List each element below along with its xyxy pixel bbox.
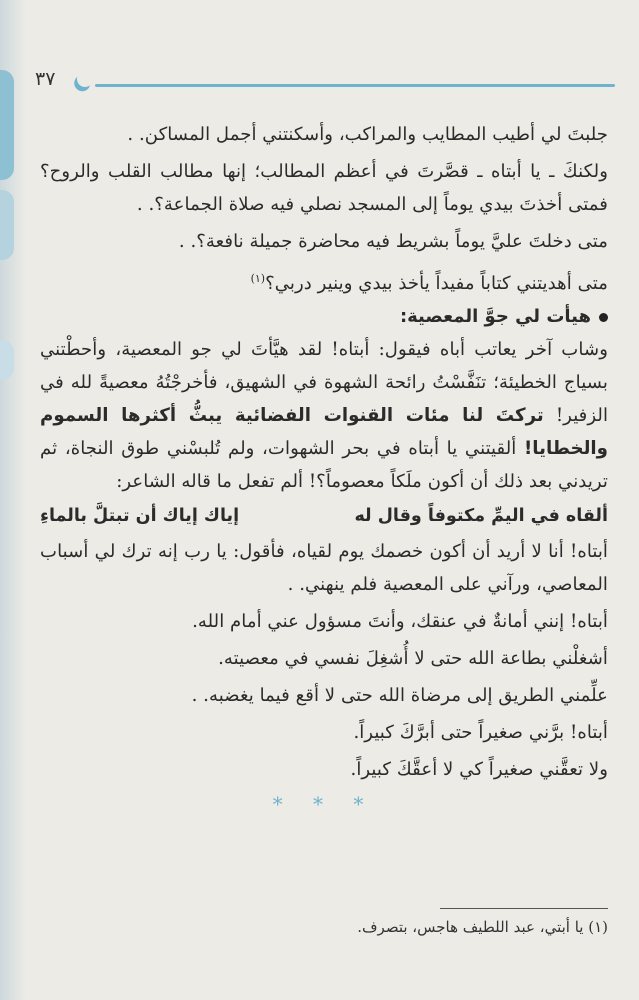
page-tab-marker [0,190,14,260]
paragraph: أبتاه! أنا لا أريد أن أكون خصمك يوم لقياه، فأقول: يا رب إنه ترك لي أسباب المعاصي، ورآني على المعصية فلم ينهني. . [40,541,608,596]
footnote: (١) يا أبتي، عبد اللطيف هاجس، بتصرف. [357,918,608,936]
paragraph: ولا تعقَّني صغيراً كي لا أعقَّكَ كبيراً. [350,759,608,781]
header-rule [95,84,615,87]
paragraph-text: ألقيتني يا أبتاه في بحر الشهوات، ولم تُلبسْني طوق النجاة، ثم تريدني بعد ذلك أن أكون ملَكاً معصوماً؟! ألم تفعل ما قاله الشاعر: [40,438,608,493]
paragraph-text: وشاب آخر يعاتب أباه فيقول: أبتاه! لقد هيَّأتَ لي جو المعصية، وأحطْتني بسياج الخطيئة؛ تنَفَّسْتُ رائحة الشهوة في الشهيق، فأخرجْتُهُ معصيةً لله في الزفير! [40,339,608,427]
paragraph: أبتاه! برَّني صغيراً حتى أبرَّكَ كبيراً. [353,722,608,744]
section-heading [40,300,608,333]
bullet-icon [599,313,608,322]
verse-second-hemistich: إياك إياك أن تبتلَّ بالماءِ [40,506,240,527]
verse-first-hemistich: ألقاه في اليمِّ مكتوفاً وقال له [354,506,608,527]
paragraph: علِّمني الطريق إلى مرضاة الله حتى لا أقع فيما يغضبه. . [191,685,608,707]
footnote-reference: (١) [250,272,266,285]
paragraph: أبتاه! إنني أمانةٌ في عنقك، وأنتَ مسؤول عني أمام الله. [192,611,608,633]
paragraph: متى دخلتَ عليَّ يوماً بشريط فيه محاضرة جميلة نافعة؟. . [178,231,608,252]
page-header [35,68,615,98]
page-body [40,118,608,821]
paragraph [40,262,608,300]
poem-verse [40,500,608,533]
paragraph: ولكنكَ ـ يا أبتاه ـ قصَّرتَ في أعظم المطالب؛ إنها مطالب القلب والروح؟ فمتى أخذتَ بيدي يوماً إلى المسجد نصلي فيه صلاة الجماعة؟. . [40,161,608,215]
section-heading-text: هيأت لي جوَّ المعصية: [399,306,591,328]
page-tab-marker [0,70,14,180]
section-ornament: * * * [272,792,376,817]
paragraph: أشغلْني بطاعة الله حتى لا أُشغِلَ نفسي في معصيته. [218,648,608,670]
page-tab-marker [0,340,14,380]
paragraph [40,333,608,498]
bold-statement: تركتَ لنا مئات القنوات الفضائية يبثُّ أكثرها السموم والخطايا! [40,405,608,460]
paragraph: جلبتَ لي أطيب المطايب والمراكب، وأسكنتني أجمل المساكن. . [127,124,608,145]
footnote-rule [440,908,608,909]
paragraph-text: متى أهديتني كتاباً مفيداً يأخذ بيدي وينير دربي؟ [265,273,608,295]
page-number: ٣٧ [35,68,56,90]
crescent-moon-icon [75,69,96,90]
